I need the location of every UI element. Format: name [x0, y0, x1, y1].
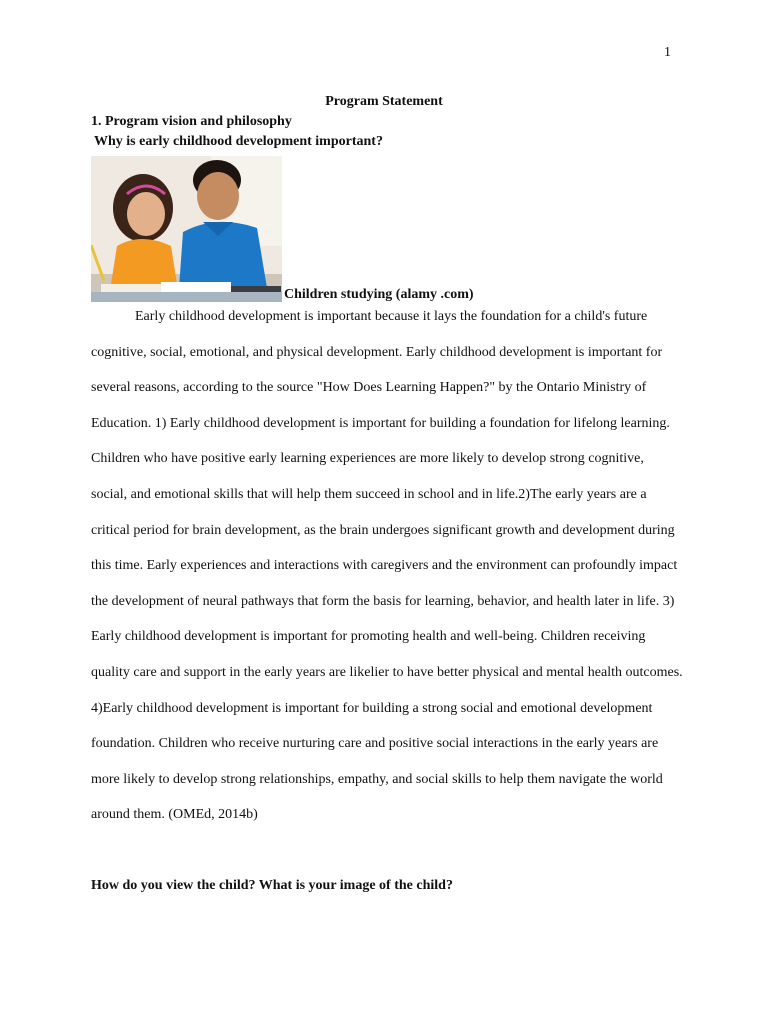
- page-number: 1: [664, 45, 671, 60]
- closing-question: How do you view the child? What is your image of the child?: [91, 878, 453, 893]
- children-studying-photo: [91, 156, 282, 302]
- sub-heading: Why is early childhood development important?: [94, 134, 383, 149]
- body-paragraph: Early childhood development is important because it lays the foundation for a child's future cognitive, social, emotional, and physical development. Early childhood development is important for several reasons, according to the source "How Does Learning Happen?" by the Ontario Ministry of Education. 1) Early childhood development is important for building a foundation for lifelong learning. Children who have positive early learning experiences are more likely to develop strong cognitive, social, and emotional skills that will help them succeed in school and in life.2)The early years are a critical period for brain development, as the brain undergoes significant growth and development during this time. Early experiences and interactions with caregivers and the environment can profoundly impact the development of neural pathways that form the basis for learning, behavior, and health later in life. 3) Early childhood development is important for promoting health and well-being. Children receiving quality care and support in the early years are likelier to have better physical and mental health outcomes. 4)Early childhood development is important for building a strong social and emotional development foundation. Children who receive nurturing care and positive social interactions in the early years are more likely to develop strong relationships, empathy, and social skills to help them navigate the world around them. (OMEd, 2014b): [91, 309, 683, 823]
- image-caption: Children studying (alamy .com): [284, 287, 474, 302]
- section-heading: 1. Program vision and philosophy: [91, 114, 292, 129]
- document-title: Program Statement: [325, 94, 443, 109]
